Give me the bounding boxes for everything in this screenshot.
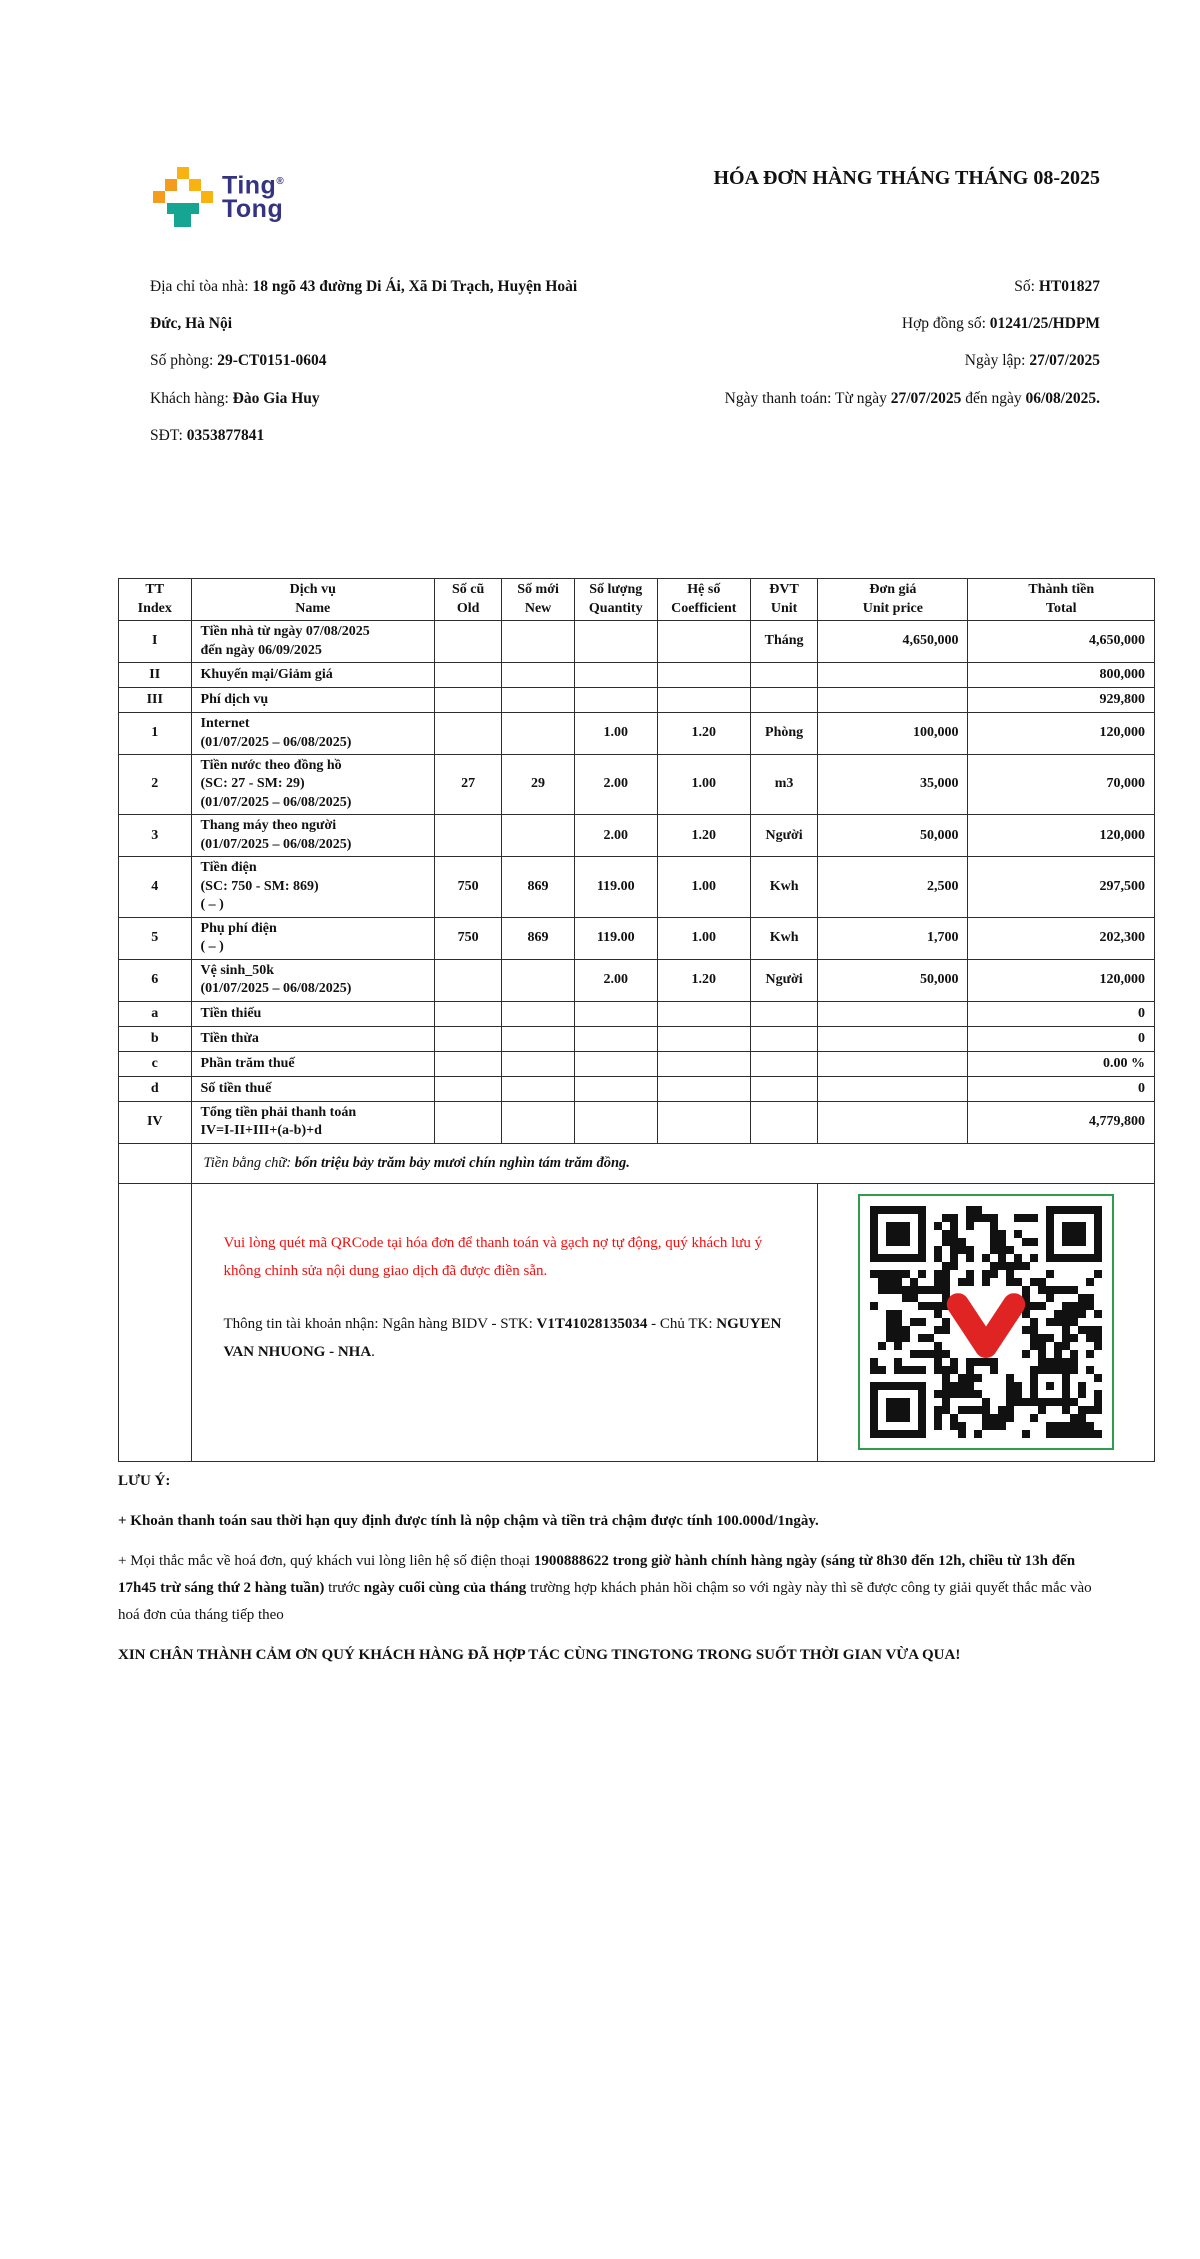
payment-period-start: 27/07/2025 — [890, 389, 962, 407]
cell-unit: Tháng — [750, 621, 817, 663]
cell-new — [502, 688, 575, 713]
building-address — [150, 268, 602, 342]
cell-new — [502, 1051, 575, 1076]
contact-note-text: trường hợp khách phản hồi chậm so với ngày này thì sẽ được công ty giải quyết thắc mắc vào hoá đơn của tháng tiếp theo — [118, 1580, 1092, 1623]
contact-note-text: trước — [324, 1580, 364, 1596]
building-address-label: Địa chỉ tòa nhà: — [150, 278, 253, 295]
cell-old — [434, 815, 501, 857]
invoice-title: HÓA ĐƠN HÀNG THÁNG THÁNG 08-2025 — [713, 167, 1100, 189]
cell-old — [434, 688, 501, 713]
payment-period-end: 06/08/2025. — [1025, 389, 1100, 407]
cell-price — [818, 1101, 968, 1143]
cell-old — [434, 621, 501, 663]
cell-qty — [574, 663, 657, 688]
cell-unit: Người — [750, 959, 817, 1001]
customer-name — [150, 380, 602, 417]
cell-unit: m3 — [750, 755, 817, 815]
invoice-meta — [602, 268, 1100, 454]
late-payment-note: + Khoản thanh toán sau thời hạn quy định được tính là nộp chậm và tiền trả chậm được tính 100.000d/1ngày. — [118, 1513, 819, 1529]
cell-price: 100,000 — [818, 713, 968, 755]
bank-account-mid: - Chủ TK: — [647, 1316, 717, 1333]
cell-coef — [657, 1076, 750, 1101]
cell-qty: 2.00 — [574, 815, 657, 857]
cell-old — [434, 713, 501, 755]
table-row — [119, 1076, 1155, 1101]
services-table-wrap — [118, 578, 1155, 1462]
cell-coef — [657, 1051, 750, 1076]
room-number — [150, 342, 602, 379]
cell-total: 0 — [968, 1076, 1155, 1101]
registered-mark: ® — [276, 176, 285, 187]
cell-coef — [657, 663, 750, 688]
logo-line1: Ting — [222, 171, 277, 200]
cell-price: 2,500 — [818, 857, 968, 917]
logo-pixel — [165, 179, 177, 191]
cell-price: 50,000 — [818, 815, 968, 857]
cell-name: Internet (01/07/2025 – 06/08/2025) — [191, 713, 434, 755]
cell-name: Tiền thiếu — [191, 1001, 434, 1026]
bank-account-suffix: . — [371, 1344, 375, 1361]
cell-unit: Kwh — [750, 857, 817, 917]
cell-price — [818, 688, 968, 713]
table-row — [119, 1026, 1155, 1051]
table-row — [119, 1051, 1155, 1076]
logo-pixel — [177, 167, 189, 179]
cell-index: IV — [119, 1101, 192, 1143]
contract-number-label: Hợp đồng số: — [901, 315, 990, 333]
cell-total: 4,650,000 — [968, 621, 1155, 663]
cell-price: 35,000 — [818, 755, 968, 815]
cell-new — [502, 663, 575, 688]
company-logo — [150, 166, 284, 228]
qr-cell — [818, 1183, 1155, 1461]
cell-unit: Kwh — [750, 917, 817, 959]
cell-coef: 1.20 — [657, 815, 750, 857]
cell-index: 3 — [119, 815, 192, 857]
cell-old: 27 — [434, 755, 501, 815]
cell-total: 202,300 — [968, 917, 1155, 959]
cell-index: 2 — [119, 755, 192, 815]
cell-price: 50,000 — [818, 959, 968, 1001]
payment-period — [602, 380, 1100, 417]
cell-index: c — [119, 1051, 192, 1076]
logo-pixel — [174, 214, 191, 227]
cell-new — [502, 713, 575, 755]
cell-index: a — [119, 1001, 192, 1026]
cell-index: 6 — [119, 959, 192, 1001]
table-row — [119, 917, 1155, 959]
logo-pixel — [201, 191, 213, 203]
cell-index: b — [119, 1026, 192, 1051]
cell-old — [434, 663, 501, 688]
cell-name: Phí dịch vụ — [191, 688, 434, 713]
table-body — [119, 621, 1155, 1144]
cell-total: 929,800 — [968, 688, 1155, 713]
cell-price — [818, 663, 968, 688]
cell-coef: 1.00 — [657, 917, 750, 959]
closing-thanks: XIN CHÂN THÀNH CẢM ƠN QUÝ KHÁCH HÀNG ĐÃ HỢP TÁC CÙNG TINGTONG TRONG SUỐT THỜI GIAN VỪA QUA! — [118, 1647, 961, 1663]
cell-old — [434, 1051, 501, 1076]
contact-deadline: ngày cuối cùng của tháng — [363, 1580, 527, 1596]
invoice-info — [150, 268, 1100, 454]
cell-name: Tiền nhà từ ngày 07/08/2025 đến ngày 06/09/2025 — [191, 621, 434, 663]
header-cell-total: Thành tiền Total — [968, 579, 1155, 621]
cell-total: 120,000 — [968, 713, 1155, 755]
contact-hotline: 1900888622 trong giờ hành chính hàng ngày (sáng từ 8h30 đến 12h, chiều từ 13h đến 17h45 trừ sáng thứ 2 hàng tuần) — [118, 1553, 1076, 1596]
header-cell-old: Số cũ Old — [434, 579, 501, 621]
logo-pixel — [167, 203, 199, 214]
logo-line2: Tong — [222, 195, 284, 224]
cell-qty — [574, 1001, 657, 1026]
issue-date — [602, 342, 1100, 379]
table-row — [119, 857, 1155, 917]
cell-qty: 2.00 — [574, 959, 657, 1001]
cell-index: III — [119, 688, 192, 713]
cell-old — [434, 1026, 501, 1051]
cell-unit: Người — [750, 815, 817, 857]
cell-total: 120,000 — [968, 815, 1155, 857]
header-cell-new: Số mới New — [502, 579, 575, 621]
cell-index: 4 — [119, 857, 192, 917]
header-cell-unit: ĐVT Unit — [750, 579, 817, 621]
customer-name-label: Khách hàng: — [150, 389, 233, 407]
cell-price: 1,700 — [818, 917, 968, 959]
cell-coef — [657, 1101, 750, 1143]
cell-unit — [750, 1101, 817, 1143]
contact-note-text: + Mọi thắc mắc về hoá đơn, quý khách vui lòng liên hệ số điện thoại — [118, 1553, 534, 1569]
logo-wordmark — [222, 170, 285, 224]
qr-center-v-logo — [958, 1305, 1014, 1347]
cell-qty: 119.00 — [574, 917, 657, 959]
cell-unit — [750, 1026, 817, 1051]
bank-account-prefix: Thông tin tài khoản nhận: Ngân hàng BIDV - STK: — [223, 1316, 537, 1333]
bank-account-holder: NGUYEN VAN NHUONG - NHA — [223, 1316, 782, 1361]
invoice-number-label: Số: — [1014, 278, 1039, 295]
table-header-row — [119, 579, 1155, 621]
cell-qty — [574, 621, 657, 663]
payment-period-mid: đến ngày — [961, 389, 1026, 407]
customer-phone-label: SĐT: — [150, 426, 187, 444]
bank-account-number: V1T41028135034 — [536, 1316, 648, 1333]
cell-new — [502, 959, 575, 1001]
cell-price — [818, 1076, 968, 1101]
header-cell-coefficient: Hệ số Coefficient — [657, 579, 750, 621]
logo-pixel — [189, 179, 201, 191]
cell-name: Số tiền thuế — [191, 1076, 434, 1101]
cell-qty: 119.00 — [574, 857, 657, 917]
cell-qty: 2.00 — [574, 755, 657, 815]
amount-in-words-row — [119, 1143, 1155, 1183]
header-cell-quantity: Số lượng Quantity — [574, 579, 657, 621]
services-table — [118, 578, 1155, 1462]
cell-old — [434, 959, 501, 1001]
cell-unit: Phòng — [750, 713, 817, 755]
tingtong-logo-icon — [150, 166, 216, 228]
cell-index: II — [119, 663, 192, 688]
qr-code-svg — [870, 1206, 1102, 1438]
cell-unit — [750, 1051, 817, 1076]
contract-number-value: 01241/25/HDPM — [989, 315, 1100, 333]
table-row — [119, 815, 1155, 857]
invoice-number-value: HT01827 — [1038, 278, 1100, 295]
cell-qty — [574, 688, 657, 713]
cell-coef — [657, 621, 750, 663]
customer-info — [150, 268, 602, 454]
cell-empty — [119, 1183, 192, 1461]
cell-unit — [750, 688, 817, 713]
payment-instructions — [191, 1183, 818, 1461]
cell-qty — [574, 1101, 657, 1143]
customer-name-value: Đào Gia Huy — [232, 389, 320, 407]
cell-new: 29 — [502, 755, 575, 815]
header-cell-name: Dịch vụ Name — [191, 579, 434, 621]
cell-total: 297,500 — [968, 857, 1155, 917]
room-number-value: 29-CT0151-0604 — [217, 352, 327, 370]
cell-old — [434, 1101, 501, 1143]
table-row — [119, 713, 1155, 755]
cell-old: 750 — [434, 857, 501, 917]
cell-total: 0.00 % — [968, 1051, 1155, 1076]
table-row — [119, 755, 1155, 815]
contact-note — [118, 1548, 1110, 1629]
cell-qty: 1.00 — [574, 713, 657, 755]
header-cell-unit-price: Đơn giá Unit price — [818, 579, 968, 621]
cell-total: 0 — [968, 1026, 1155, 1051]
contract-number — [602, 305, 1100, 342]
cell-name: Thang máy theo người (01/07/2025 – 06/08/2025) — [191, 815, 434, 857]
bank-account-info — [224, 1311, 804, 1367]
cell-price — [818, 1051, 968, 1076]
cell-unit — [750, 1076, 817, 1101]
cell-name: Phụ phí điện ( – ) — [191, 917, 434, 959]
amount-in-words — [191, 1143, 1154, 1183]
cell-old — [434, 1001, 501, 1026]
cell-new: 869 — [502, 917, 575, 959]
cell-coef: 1.20 — [657, 959, 750, 1001]
cell-old — [434, 1076, 501, 1101]
cell-qty — [574, 1051, 657, 1076]
table-row — [119, 1101, 1155, 1143]
customer-phone — [150, 417, 602, 454]
issue-date-label: Ngày lập: — [964, 352, 1030, 370]
logo-pixel — [153, 191, 165, 203]
amount-in-words-label: Tiền bằng chữ: — [203, 1154, 295, 1171]
cell-price — [818, 1001, 968, 1026]
cell-price: 4,650,000 — [818, 621, 968, 663]
table-row — [119, 621, 1155, 663]
cell-new: 869 — [502, 857, 575, 917]
customer-phone-value: 0353877841 — [186, 426, 265, 444]
cell-name: Tiền thừa — [191, 1026, 434, 1051]
invoice-number — [602, 268, 1100, 305]
table-row — [119, 959, 1155, 1001]
cell-name: Khuyến mại/Giảm giá — [191, 663, 434, 688]
cell-index: d — [119, 1076, 192, 1101]
issue-date-value: 27/07/2025 — [1029, 352, 1100, 370]
cell-empty — [119, 1143, 192, 1183]
cell-total: 0 — [968, 1001, 1155, 1026]
cell-name: Tổng tiền phải thanh toán IV=I-II+III+(a-b)+d — [191, 1101, 434, 1143]
cell-index: I — [119, 621, 192, 663]
cell-name: Tiền điện (SC: 750 - SM: 869) ( – ) — [191, 857, 434, 917]
payment-row — [119, 1183, 1155, 1461]
cell-qty — [574, 1076, 657, 1101]
cell-qty — [574, 1026, 657, 1051]
cell-coef — [657, 1001, 750, 1026]
room-number-label: Số phòng: — [150, 352, 218, 370]
cell-new — [502, 1001, 575, 1026]
table-row — [119, 663, 1155, 688]
cell-new — [502, 621, 575, 663]
cell-index: 1 — [119, 713, 192, 755]
notes-heading: LƯU Ý: — [118, 1473, 171, 1489]
cell-unit — [750, 1001, 817, 1026]
table-row — [119, 1001, 1155, 1026]
cell-old: 750 — [434, 917, 501, 959]
cell-coef: 1.00 — [657, 755, 750, 815]
cell-coef — [657, 1026, 750, 1051]
cell-coef: 1.20 — [657, 713, 750, 755]
table-row — [119, 688, 1155, 713]
cell-new — [502, 1026, 575, 1051]
cell-unit — [750, 663, 817, 688]
notes-section — [118, 1468, 1110, 1669]
building-address-value: 18 ngõ 43 đường Di Ái, Xã Di Trạch, Huyện Hoài Đức, Hà Nội — [150, 278, 578, 333]
cell-name: Phần trăm thuế — [191, 1051, 434, 1076]
cell-total: 4,779,800 — [968, 1101, 1155, 1143]
cell-price — [818, 1026, 968, 1051]
cell-new — [502, 815, 575, 857]
qr-code — [858, 1194, 1114, 1450]
cell-coef: 1.00 — [657, 857, 750, 917]
cell-total: 800,000 — [968, 663, 1155, 688]
cell-new — [502, 1101, 575, 1143]
payment-period-label: Ngày thanh toán: Từ ngày — [724, 389, 891, 407]
amount-in-words-value: bốn triệu bảy trăm bảy mươi chín nghìn tám trăm đồng. — [294, 1154, 630, 1171]
cell-new — [502, 1076, 575, 1101]
cell-total: 70,000 — [968, 755, 1155, 815]
cell-name: Vệ sinh_50k (01/07/2025 – 06/08/2025) — [191, 959, 434, 1001]
cell-name: Tiền nước theo đồng hồ (SC: 27 - SM: 29) (01/07/2025 – 06/08/2025) — [191, 755, 434, 815]
cell-total: 120,000 — [968, 959, 1155, 1001]
cell-index: 5 — [119, 917, 192, 959]
cell-coef — [657, 688, 750, 713]
qr-instruction: Vui lòng quét mã QRCode tại hóa đơn để thanh toán và gạch nợ tự động, quý khách lưu ý không chỉnh sửa nội dung giao dịch đã được điền sẵn. — [223, 1234, 763, 1279]
header-cell-index: TT Index — [119, 579, 192, 621]
